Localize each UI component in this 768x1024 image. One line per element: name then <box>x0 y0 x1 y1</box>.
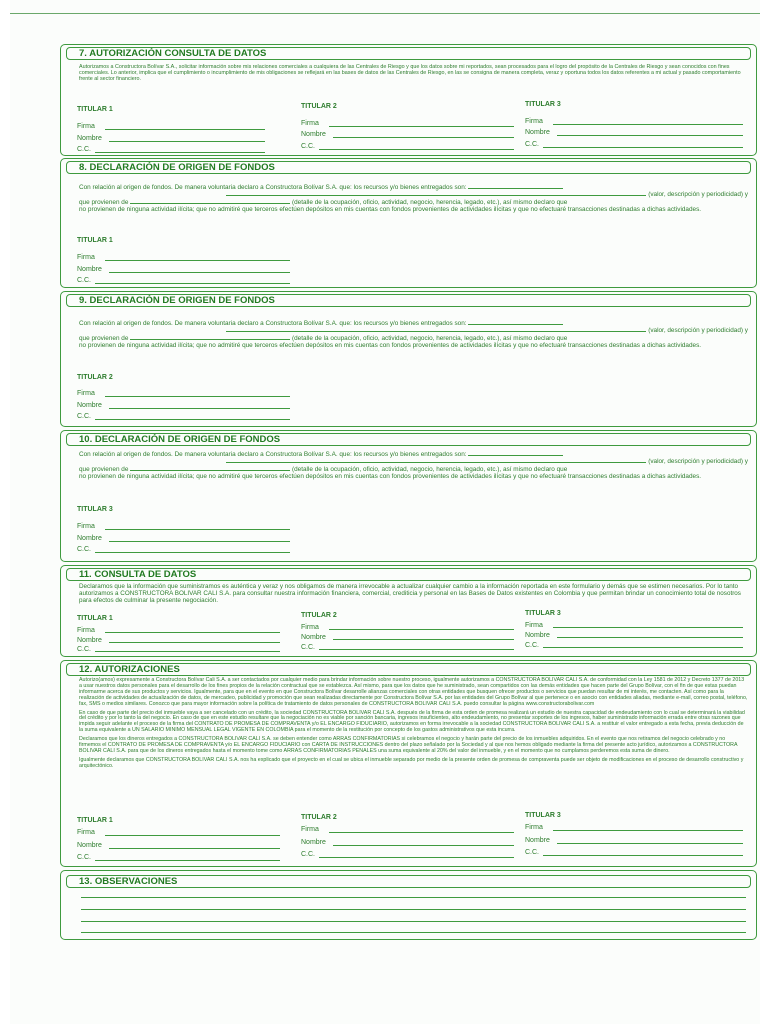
s12-paragraph-4: Igualmente declaramos que CONSTRUCTORA BOLIVAR CALI S.A. nos ha explicado que el proyecto en el cual se ubica el inmueble separado por medio de la presente orden de promesa de compraventa puede ser objeto de modificaciones en el proceso de desarrollo constructivo y arquitectónico. <box>79 756 744 769</box>
s10-recursos-field-2[interactable] <box>226 462 646 463</box>
section-10-origen-fondos <box>60 430 757 562</box>
section-7-text: Autorizamos a Constructora Bolívar S.A., solicitar información sobre mis relaciones comerciales a cualquiera de las Centrales de Riesgo y que los datos sobre mi reportados, sean procesados para el logro del propósito de la Centrales de Riesgo y sean conocidos con fines comerciales. Lo anterior, implica que el cumplimiento o incumplimiento de mis obligaciones se reflejará en las bases de datos de las Centrales de Riesgo, en las se consigna de manera completa, veraz y oportuna todos los datos referentes a mi actual y pasado comportamiento frente al sector financiero. <box>79 64 741 83</box>
s11-t3-cc-field[interactable] <box>543 647 743 648</box>
s10-firma-label: Firma <box>77 523 95 530</box>
s9-firma-field[interactable] <box>105 396 290 397</box>
s8-recursos-field[interactable] <box>468 188 563 189</box>
s12-t2-firma-label: Firma <box>301 826 319 833</box>
section-10-text <box>79 451 748 481</box>
s12-t1-nombre-field[interactable] <box>109 848 280 849</box>
s9-recursos-field-2[interactable] <box>226 331 646 332</box>
s9-firma-label: Firma <box>77 390 95 397</box>
s11-t1-nombre-label: Nombre <box>77 637 102 644</box>
s11-titular-2: TITULAR 2 <box>301 612 337 619</box>
s11-t3-firma-label: Firma <box>525 622 543 629</box>
s11-t1-nombre-field[interactable] <box>109 642 280 643</box>
section-12-title: 12. AUTORIZACIONES <box>66 663 751 676</box>
s11-t2-cc-label: C.C. <box>301 644 315 651</box>
observaciones-line-3[interactable] <box>81 921 746 922</box>
s7-t3-nombre-label: Nombre <box>525 129 550 136</box>
s9-titular: TITULAR 2 <box>77 374 113 381</box>
s12-t2-nombre-field[interactable] <box>333 845 514 846</box>
s9-line3b: (detalle de la ocupación, oficio, actividad, negocio, herencia, legado, etc.), así mismo declaro que <box>291 334 568 342</box>
s10-cc-field[interactable] <box>95 552 290 553</box>
section-10-title: 10. DECLARACIÓN DE ORIGEN DE FONDOS <box>66 433 751 446</box>
s11-t2-nombre-field[interactable] <box>333 639 514 640</box>
section-9-origen-fondos <box>60 291 757 427</box>
s7-t1-firma-label: Firma <box>77 123 95 130</box>
s8-line2: (valor, descripción y periodicidad) y <box>648 191 748 199</box>
top-rule <box>10 13 760 14</box>
s7-t2-nombre-label: Nombre <box>301 131 326 138</box>
s11-t1-firma-field[interactable] <box>105 632 280 633</box>
s8-firma-label: Firma <box>77 254 95 261</box>
s7-t3-firma-field[interactable] <box>553 124 743 125</box>
s8-recursos-field-2[interactable] <box>226 195 646 196</box>
s12-t1-cc-field[interactable] <box>95 860 280 861</box>
section-13-observaciones <box>60 870 757 940</box>
s10-line2: (valor, descripción y periodicidad) y <box>648 458 748 466</box>
s12-t1-firma-field[interactable] <box>105 835 280 836</box>
s11-t1-firma-label: Firma <box>77 627 95 634</box>
s7-t2-cc-label: C.C. <box>301 143 315 150</box>
s10-provienen-field[interactable] <box>130 470 290 471</box>
section-8-title: 8. DECLARACIÓN DE ORIGEN DE FONDOS <box>66 161 751 174</box>
s8-titular: TITULAR 1 <box>77 237 113 244</box>
section-9-title: 9. DECLARACIÓN DE ORIGEN DE FONDOS <box>66 294 751 307</box>
s12-t3-firma-field[interactable] <box>553 830 743 831</box>
s8-cc-label: C.C. <box>77 277 91 284</box>
s12-paragraph-1: Autorizo(amos) expresamente a Constructora Bolívar Cali S.A. a ser contactados por cualquier medio para brindar información sobre nuestro proceso, igualmente autorizamos a CONSTRUCTORA BOLIVAR CALI S.A. de conformidad con la Ley 1581 de 2012 y Decreto 1377 de 2013 a usar nuestros datos personales para el desarrollo de los fines propios de la relación contractual que se establezca. Así mismo, para que los datos que he suministrado, sean compartidos con las demás entidades que hacen parte del Grupo Bolívar, con el fin de que estas puedan informarme acerca de sus productos y servicios. Igualmente, para que en el evento en que Constructora Bolívar desarrolle alianzas comerciales con otras entidades que busquen ofrecer productos o servicios que puedan resultar de mi interés, me contacten. Así como para la realización de actividades de actualización de datos, de mercadeo, publicidad y promoción que sean realizadas directamente por Constructora Bolívar S.A. por las entidades del Grupo Bolívar al que pertenece o en asocio con entidades aliadas, mediante e-mail, correo postal, teléfono, fax, SMS o medios similares. Conozco que para mayor información sobre la política de tratamiento de datos personales de CONSTRUCTORA BOLIVAR CALI S.A. puedo consultar la página www.constructorabolivar.com <box>79 677 748 707</box>
s7-t2-nombre-field[interactable] <box>333 137 514 138</box>
s8-nombre-label: Nombre <box>77 266 102 273</box>
s8-cc-field[interactable] <box>95 283 290 284</box>
s10-nombre-label: Nombre <box>77 535 102 542</box>
s10-recursos-field[interactable] <box>468 455 563 456</box>
s8-line3b: (detalle de la ocupación, oficio, actividad, negocio, herencia, legado, etc.), así mismo declaro que <box>291 198 568 206</box>
section-7-consulta-datos <box>60 44 757 156</box>
s7-t3-cc-field[interactable] <box>543 147 743 148</box>
s8-line3a: que provienen de <box>79 198 129 206</box>
section-13-title: 13. OBSERVACIONES <box>66 875 751 888</box>
s12-titular-3: TITULAR 3 <box>525 812 561 819</box>
s8-provienen-field[interactable] <box>130 203 290 204</box>
s12-t2-cc-label: C.C. <box>301 851 315 858</box>
s7-t1-nombre-label: Nombre <box>77 135 102 142</box>
observaciones-line-2[interactable] <box>81 909 746 910</box>
s12-t2-firma-field[interactable] <box>329 832 514 833</box>
s12-paragraph-3: Declaramos que los dineros entregados a CONSTRUCTORA BOLIVAR CALI S.A. se deben entender como ARRAS CONFIRMATORIAS si celebramos el negocio y harán parte del precio de los inmuebles adquiridos. En el evento que nos retiramos del negocio celebrado y no firmemos el CONTRATO DE PROMESA DE COMPRAVENTA y/o EL ENCARGO FIDUCIARIO con CARTA DE INSTRUCCIONES dentro del plazo señalado por la Sociedad y al que nos hemos obligado mediante la firma del presente acto jurídico, autorizamos a CONSTRUCTORA BOLIVAR CALI S.A. para que de los dineros entregados hasta el momento tome como ARRAS CONFIRMATORIAS PENALES una suma equivalente al 20% del valor del inmueble, y en el momento que no cumplamos perderemos esta suma de dinero. <box>79 736 738 754</box>
s12-t1-nombre-label: Nombre <box>77 842 102 849</box>
s12-t3-cc-label: C.C. <box>525 849 539 856</box>
s11-t2-nombre-label: Nombre <box>301 634 326 641</box>
s7-t1-firma-field[interactable] <box>105 129 265 130</box>
s12-t2-cc-field[interactable] <box>319 857 514 858</box>
s12-t1-cc-label: C.C. <box>77 854 91 861</box>
s8-line1: Con relación al origen de fondos. De manera voluntaria declaro a Constructora Bolívar S.A. que: los recursos y/o bienes entregados son: <box>79 184 467 191</box>
s8-firma-field[interactable] <box>105 260 290 261</box>
s7-t2-firma-label: Firma <box>301 120 319 127</box>
section-12-text <box>79 678 748 770</box>
observaciones-line-4[interactable] <box>81 932 746 933</box>
s9-nombre-field[interactable] <box>109 408 290 409</box>
s8-line4: no provienen de ninguna actividad ilícita; que no admitiré que terceros efectúen depósitos en mis cuentas con fondos provenientes de actividades ilícitas y que no efectuaré transacciones destinadas a dichas actividades. <box>79 206 702 214</box>
s12-t2-nombre-label: Nombre <box>301 839 326 846</box>
s11-titular-1: TITULAR 1 <box>77 615 113 622</box>
s11-t2-cc-field[interactable] <box>319 649 514 650</box>
s10-cc-label: C.C. <box>77 546 91 553</box>
s12-titular-1: TITULAR 1 <box>77 817 113 824</box>
s10-firma-field[interactable] <box>105 529 290 530</box>
s7-t1-cc-label: C.C. <box>77 146 91 153</box>
s7-t3-nombre-field[interactable] <box>557 135 743 136</box>
s9-nombre-label: Nombre <box>77 402 102 409</box>
s10-titular: TITULAR 3 <box>77 506 113 513</box>
s12-t3-nombre-label: Nombre <box>525 837 550 844</box>
s7-titular-1: TITULAR 1 <box>77 106 113 113</box>
s7-t1-nombre-field[interactable] <box>109 141 265 142</box>
s7-t2-firma-field[interactable] <box>329 126 514 127</box>
observaciones-line-1[interactable] <box>81 897 746 898</box>
s12-t3-nombre-field[interactable] <box>557 843 743 844</box>
section-12-autorizaciones <box>60 660 757 867</box>
s9-cc-label: C.C. <box>77 413 91 420</box>
s10-line3a: que provienen de <box>79 465 129 473</box>
s7-t1-cc-field[interactable] <box>95 152 265 153</box>
s9-line2: (valor, descripción y periodicidad) y <box>648 327 748 335</box>
s12-titular-2: TITULAR 2 <box>301 814 337 821</box>
s7-t3-cc-label: C.C. <box>525 141 539 148</box>
s10-line4: no provienen de ninguna actividad ilícita; que no admitiré que terceros efectúen depósitos en mis cuentas con fondos provenientes de actividades ilícitas y que no efectuaré transacciones destinadas a dichas actividades. <box>79 473 702 481</box>
s9-recursos-field[interactable] <box>468 324 563 325</box>
s11-t2-firma-field[interactable] <box>329 629 514 630</box>
s9-line1: Con relación al origen de fondos. De manera voluntaria declaro a Constructora Bolívar S.A. que: los recursos y/o bienes entregados son: <box>79 320 467 327</box>
s7-titular-3: TITULAR 3 <box>525 101 561 108</box>
s12-paragraph-2: En caso de que parte del precio del inmueble vaya a ser cancelado con un crédito, la sociedad CONSTRUCTORA BOLIVAR CALI S.A. después de la firma de esta orden de promesa realizará un estudio de nuestra capacidad de endeudamiento con lo cual se determinará la viabilidad del crédito y por lo tanto la del negocio. En caso de que en este estudio resultare que la negociación no es viable por sanción bancaria, ingresos insuficientes, alto endeudamiento, no presentar soportes de los ingresos, haber suministrado información errada entre otras razones que impida seguir adelante el proceso de la firma del CONTRATO DE PROMESA DE COMPRAVENTA y/o EL ENCARGO FIDUCIARIO, autorizamos en forma irrevocable a la sociedad CONSTRUCTORA BOLIVAR CALI S.A. a restituir el valor entregado a esta fecha, previa deducción de la suma equivalente a UN SALARIO MINIMO MENSUAL LEGAL VIGENTE EN COLOMBIA para el momento de la restitución por concepto de los gastos administrativos que esta incurra. <box>79 709 745 734</box>
s9-line4: no provienen de ninguna actividad ilícita; que no admitiré que terceros efectúen depósitos en mis cuentas con fondos provenientes de actividades ilícitas y que no efectuaré transacciones destinadas a dichas actividades. <box>79 342 702 350</box>
s11-t3-nombre-label: Nombre <box>525 632 550 639</box>
s8-nombre-field[interactable] <box>109 272 290 273</box>
s11-t3-firma-field[interactable] <box>553 627 743 628</box>
section-11-text: Declaramos que la información que suministramos es auténtica y veraz y nos obligamos de manera irrevocable a actualizar cualquier cambio a la información reportada en este formulario y demás que se estimen necesarios. Por lo tanto autorizamos a CONSTRUCTORA BOLIVAR CALI S.A. para consultar nuestra información financiera, comercial, crediticia y personal en las Bases de Datos existentes en Colombia y que permitan brindar un conocimiento total de nosotros para efectos de culminar la presente negociación. <box>79 583 741 605</box>
s11-t2-firma-label: Firma <box>301 624 319 631</box>
s12-t3-firma-label: Firma <box>525 824 543 831</box>
s10-line3b: (detalle de la ocupación, oficio, actividad, negocio, herencia, legado, etc.), así mismo declaro que <box>291 465 568 473</box>
s9-provienen-field[interactable] <box>130 339 290 340</box>
s9-cc-field[interactable] <box>95 419 290 420</box>
s11-t1-cc-field[interactable] <box>95 651 280 652</box>
s11-t3-nombre-field[interactable] <box>557 637 743 638</box>
s11-t3-cc-label: C.C. <box>525 642 539 649</box>
s11-t1-cc-label: C.C. <box>77 646 91 653</box>
s10-nombre-field[interactable] <box>109 541 290 542</box>
s9-line3a: que provienen de <box>79 334 129 342</box>
section-8-text <box>79 184 748 214</box>
section-9-text <box>79 320 748 350</box>
section-8-origen-fondos <box>60 158 757 288</box>
s11-titular-3: TITULAR 3 <box>525 610 561 617</box>
s12-t3-cc-field[interactable] <box>543 855 743 856</box>
s7-t3-firma-label: Firma <box>525 118 543 125</box>
s7-t2-cc-field[interactable] <box>319 149 514 150</box>
s7-titular-2: TITULAR 2 <box>301 103 337 110</box>
section-7-title: 7. AUTORIZACIÓN CONSULTA DE DATOS <box>66 47 751 60</box>
section-11-consulta-datos <box>60 565 757 657</box>
section-11-title: 11. CONSULTA DE DATOS <box>66 568 751 581</box>
s12-t1-firma-label: Firma <box>77 829 95 836</box>
s10-line1: Con relación al origen de fondos. De manera voluntaria declaro a Constructora Bolívar S.A. que: los recursos y/o bienes entregados son: <box>79 451 467 458</box>
